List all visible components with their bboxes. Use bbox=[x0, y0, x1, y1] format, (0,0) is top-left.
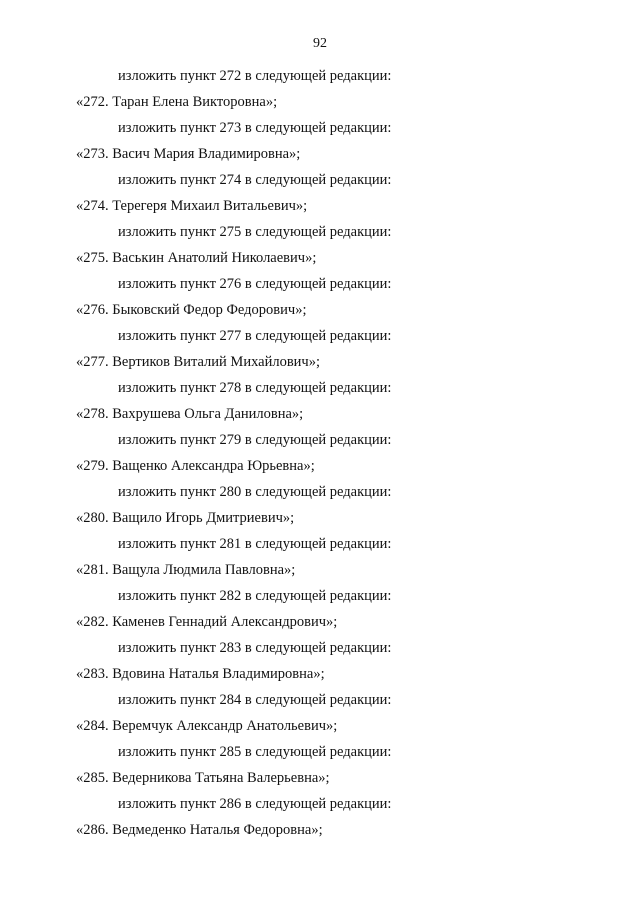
amendment-entry: «286. Ведмеденко Наталья Федоровна»; bbox=[76, 822, 323, 838]
amendment-instruction: изложить пункт 273 в следующей редакции: bbox=[118, 120, 392, 136]
amendment-instruction: изложить пункт 277 в следующей редакции: bbox=[118, 328, 392, 344]
amendment-entry: «276. Быковский Федор Федорович»; bbox=[76, 302, 307, 318]
amendment-instruction: изложить пункт 284 в следующей редакции: bbox=[118, 692, 392, 708]
page-number: 92 bbox=[313, 36, 327, 51]
amendment-entry: «278. Вахрушева Ольга Даниловна»; bbox=[76, 406, 304, 422]
amendment-entry: «284. Веремчук Александр Анатольевич»; bbox=[76, 718, 338, 734]
amendment-instruction: изложить пункт 282 в следующей редакции: bbox=[118, 588, 392, 604]
amendment-instruction: изложить пункт 286 в следующей редакции: bbox=[118, 796, 392, 812]
amendment-instruction: изложить пункт 285 в следующей редакции: bbox=[118, 744, 392, 760]
amendment-instruction: изложить пункт 279 в следующей редакции: bbox=[118, 432, 392, 448]
amendment-entry: «281. Ващула Людмила Павловна»; bbox=[76, 562, 296, 578]
amendment-entry: «283. Вдовина Наталья Владимировна»; bbox=[76, 666, 325, 682]
amendment-entry: «272. Таран Елена Викторовна»; bbox=[76, 94, 278, 110]
amendment-instruction: изложить пункт 280 в следующей редакции: bbox=[118, 484, 392, 500]
amendment-instruction: изложить пункт 278 в следующей редакции: bbox=[118, 380, 392, 396]
amendment-entry: «279. Ващенко Александра Юрьевна»; bbox=[76, 458, 315, 474]
amendment-instruction: изложить пункт 274 в следующей редакции: bbox=[118, 172, 392, 188]
amendment-instruction: изложить пункт 283 в следующей редакции: bbox=[118, 640, 392, 656]
amendment-entry: «282. Каменев Геннадий Александрович»; bbox=[76, 614, 338, 630]
amendment-entry: «273. Васич Мария Владимировна»; bbox=[76, 146, 301, 162]
amendment-list bbox=[0, 68, 640, 848]
amendment-instruction: изложить пункт 281 в следующей редакции: bbox=[118, 536, 392, 552]
amendment-entry: «274. Терегеря Михаил Витальевич»; bbox=[76, 198, 308, 214]
amendment-instruction: изложить пункт 272 в следующей редакции: bbox=[118, 68, 392, 84]
amendment-entry: «280. Ващило Игорь Дмитриевич»; bbox=[76, 510, 295, 526]
amendment-instruction: изложить пункт 276 в следующей редакции: bbox=[118, 276, 392, 292]
amendment-entry: «277. Вертиков Виталий Михайлович»; bbox=[76, 354, 321, 370]
amendment-entry: «285. Ведерникова Татьяна Валерьевна»; bbox=[76, 770, 330, 786]
amendment-instruction: изложить пункт 275 в следующей редакции: bbox=[118, 224, 392, 240]
amendment-entry: «275. Васькин Анатолий Николаевич»; bbox=[76, 250, 317, 266]
